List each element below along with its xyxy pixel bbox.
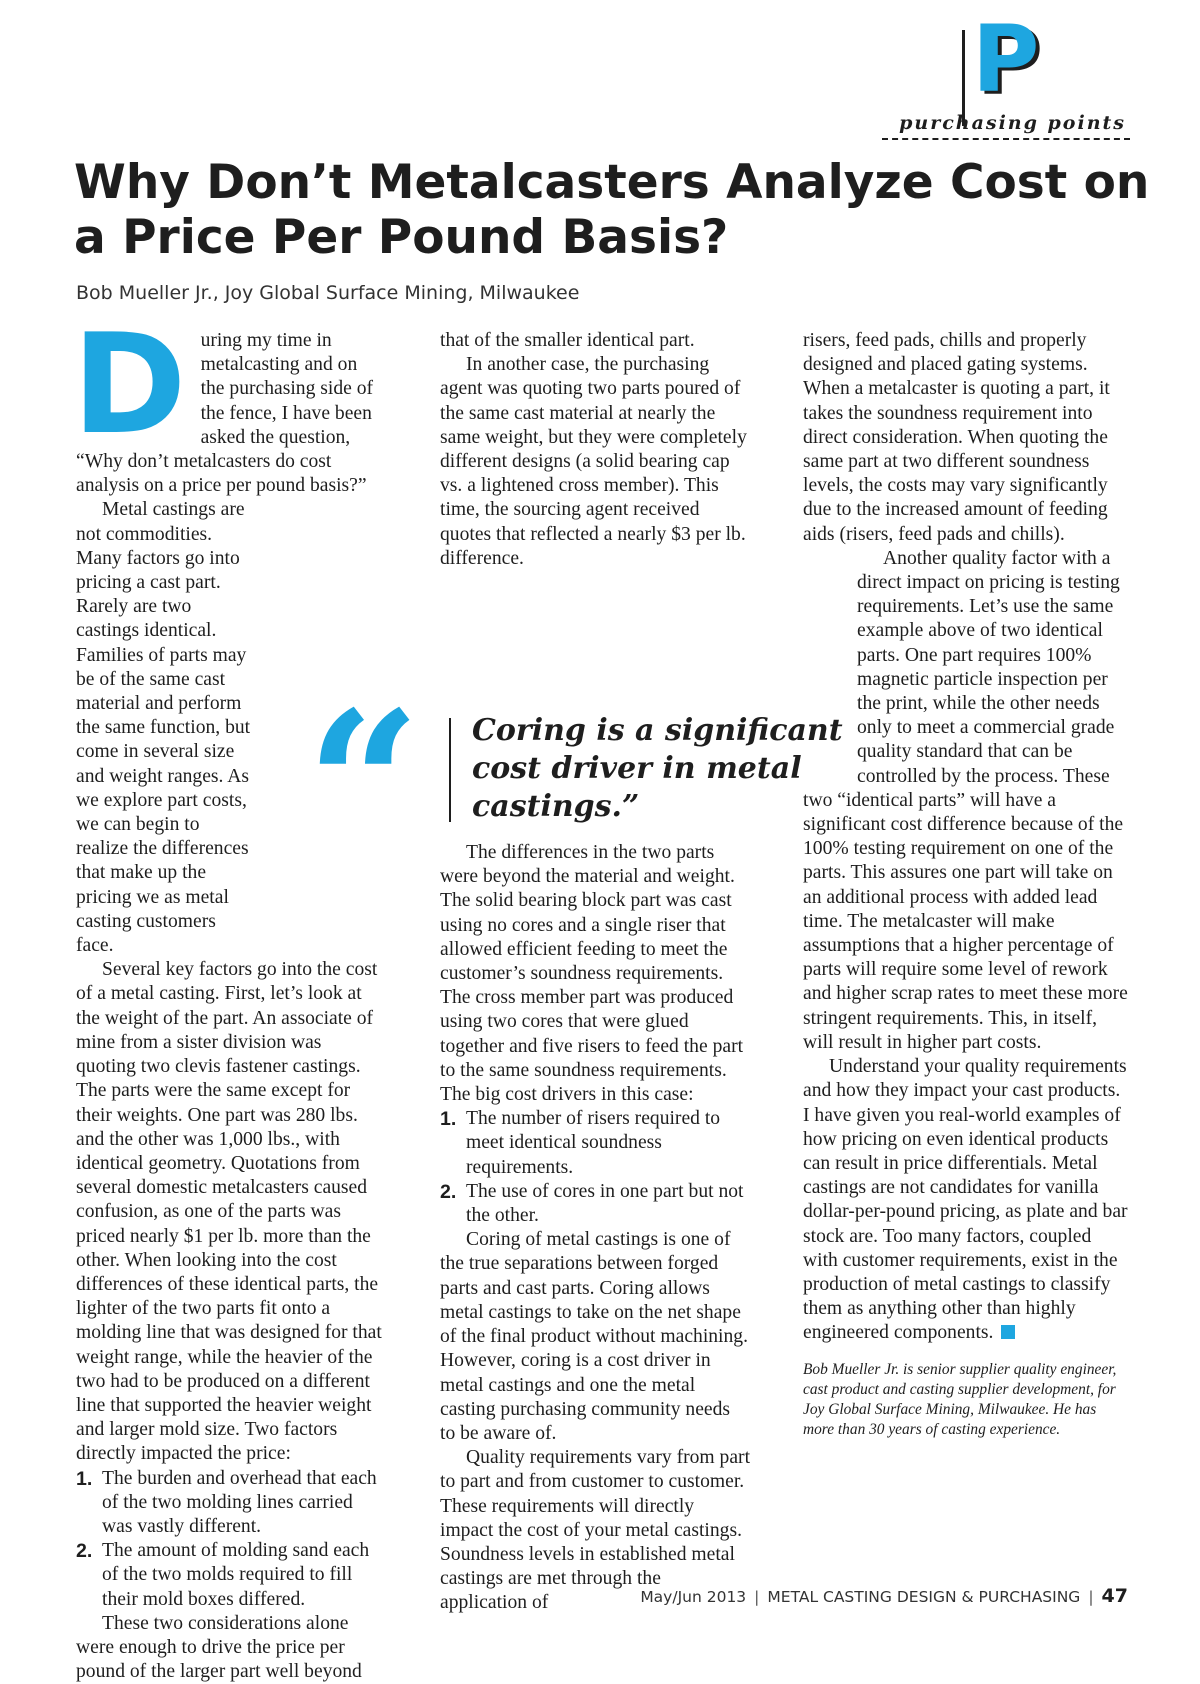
list-text: The use of cores in one part but not the other. (466, 1180, 744, 1227)
footer-separator: | (1088, 1588, 1094, 1606)
drop-cap: D (72, 304, 187, 465)
paragraph: Quality requirements vary from part to part and from customer to customer. These requirements will directly impact the cost of your metal castings. Soundness levels in established metal castings are met through the application of (440, 1447, 751, 1614)
body-column-3 (803, 329, 1128, 1440)
section-label: purchasing points (899, 112, 1126, 134)
list-number: 1. (76, 1467, 93, 1490)
pull-quote (306, 668, 856, 903)
list-number: 1. (440, 1108, 457, 1131)
numbered-list (440, 1107, 750, 1228)
paragraph-text: Another quality factor with a direct impact on pricing is testing requirements. Let’s use the same example above of two identical parts. One part requires 100% magnetic particle inspection per the print, while the other needs only to meet a commercial grade quality standard that can be controlled by the process. These two “identical parts” will have a significant cost difference because of the 100% testing requirement on one of the parts. This assures one part will take on an additional process with added lead time. The metalcaster will make assumptions that a higher percentage of parts will require some level of rework and higher scrap rates to meet these more stringent requirements. This, in itself, will result in higher part costs. (803, 547, 1128, 1053)
body-column-1 (72, 304, 386, 1684)
numbered-list (76, 1467, 386, 1612)
list-text: The number of risers required to meet identical soundness requirements. (466, 1108, 721, 1178)
paragraph-text: Understand your quality requirements and how they impact your cast products. I have given you real-world examples of how pricing on even identical products can result in price differentials. Metal castings are not candidates for vanilla dollar-per-pound pricing, as plate and bar stock are. Too many factors, coupled with customer requirements, exist in the production of metal castings to classify them as anything other than highly engineered components. (803, 1056, 1128, 1344)
paragraph: that of the smaller identical part. (440, 330, 695, 351)
article-title: Why Don’t Metalcasters Analyze Cost on a Price Per Pound Basis? (74, 155, 1150, 265)
badge-dotted-rule (882, 138, 1130, 140)
list-text: The amount of molding sand each of the two molds required to fill their mold boxes differed. (102, 1540, 370, 1610)
list-item (76, 1539, 386, 1612)
list-number: 2. (76, 1540, 93, 1563)
quote-mark-icon: “ (306, 668, 422, 903)
end-of-article-mark (1001, 1325, 1015, 1339)
paragraph-text: Metal castings are not commodities. Many factors go into pricing a cast part. Rarely are two castings identical. Families of parts may be of the same cast material and perform the same function, but come in several size and weight ranges. As we explore part costs, we can begin to realize the differences that make up the pricing we as metal casting customers face. (76, 499, 251, 957)
paragraph: Coring of metal castings is one of the true separations between forged parts and cast parts. Coring allows metal castings to take on the net shape of the final product without machining. However, coring is a cost driver in metal castings and one the metal casting purchasing community needs to be aware of. (440, 1229, 748, 1444)
list-item (76, 1467, 386, 1540)
list-number: 2. (440, 1180, 457, 1203)
paragraph-text: The differences in the two parts were beyond the material and weight. The solid bearing block part was cast using no cores and a single riser that allowed efficient feeding to meet the customer’s soundness requirements. The cross member part was produced using two cores that were glued together and five risers to feed the part to the same soundness requirements. The big cost drivers in this case: (440, 842, 744, 1106)
paragraph: In another case, the purchasing agent was quoting two parts poured of the same cast material at nearly the same weight, but they were completely different designs (a solid bearing cap vs. a lightened cross member). This time, the sourcing agent received quotes that reflected a nearly $3 per lb. difference. (440, 354, 747, 569)
paragraph: Several key factors go into the cost of a metal casting. First, let’s look at the weight of the part. An associate of mine from a sister division was quoting two clevis fastener castings. The parts were the same except for their weights. One part was 280 lbs. and the other was 1,000 lbs., with identical geometry. Quotations from several domestic metalcasters caused confusion, as one of the parts was priced nearly $1 per lb. more than the other. When looking into the cost differences of these identical parts, the lighter of the two parts fit onto a molding line that was designed for that weight range, while the heavier of the two had to be produced on a different line that supported the heavier weight and larger mold size. Two factors directly impacted the price: (76, 959, 382, 1465)
paragraph: risers, feed pads, chills and properly designed and placed gating systems. When a metalcaster is quoting a part, it takes the soundness requirement into direct consideration. When quoting the same part at two different soundness levels, the costs may vary significantly due to the increased amount of feeding aids (risers, feed pads and chills). (803, 330, 1110, 545)
list-item (440, 1180, 750, 1228)
footer-issue: May/Jun 2013 (640, 1588, 747, 1606)
page-footer (640, 1585, 1128, 1607)
paragraph: uring my time in metalcasting and on the purchasing side of the fence, I have been asked the question, “Why don’t metalcasters do cost analysis on a price per pound basis?” (76, 330, 374, 497)
article-byline: Bob Mueller Jr., Joy Global Surface Mining, Milwaukee (76, 282, 580, 304)
footer-publication: METAL CASTING DESIGN & PURCHASING (767, 1588, 1081, 1606)
page-number: 47 (1101, 1585, 1128, 1607)
list-text: The burden and overhead that each of the two molding lines carried was vastly different. (102, 1467, 377, 1537)
paragraph (440, 571, 750, 1107)
section-badge (872, 6, 1130, 148)
paragraph (803, 1055, 1128, 1345)
footer-separator: | (754, 1588, 760, 1606)
pull-quote-text: Coring is a significant cost driver in metal castings.” (472, 713, 843, 824)
author-bio: Bob Mueller Jr. is senior supplier quality engineer, cast product and casting supplier development, for Joy Global Surface Mining, Milwaukee. He has more than 30 years of casting experience. (803, 1360, 1117, 1438)
body-column-2 (440, 329, 750, 1616)
paragraph: These two considerations alone were enough to drive the price per pound of the larger part well beyond (76, 1612, 362, 1683)
section-letter: P (972, 6, 1040, 113)
pull-quote-rule (449, 718, 451, 822)
list-item (440, 1107, 750, 1180)
